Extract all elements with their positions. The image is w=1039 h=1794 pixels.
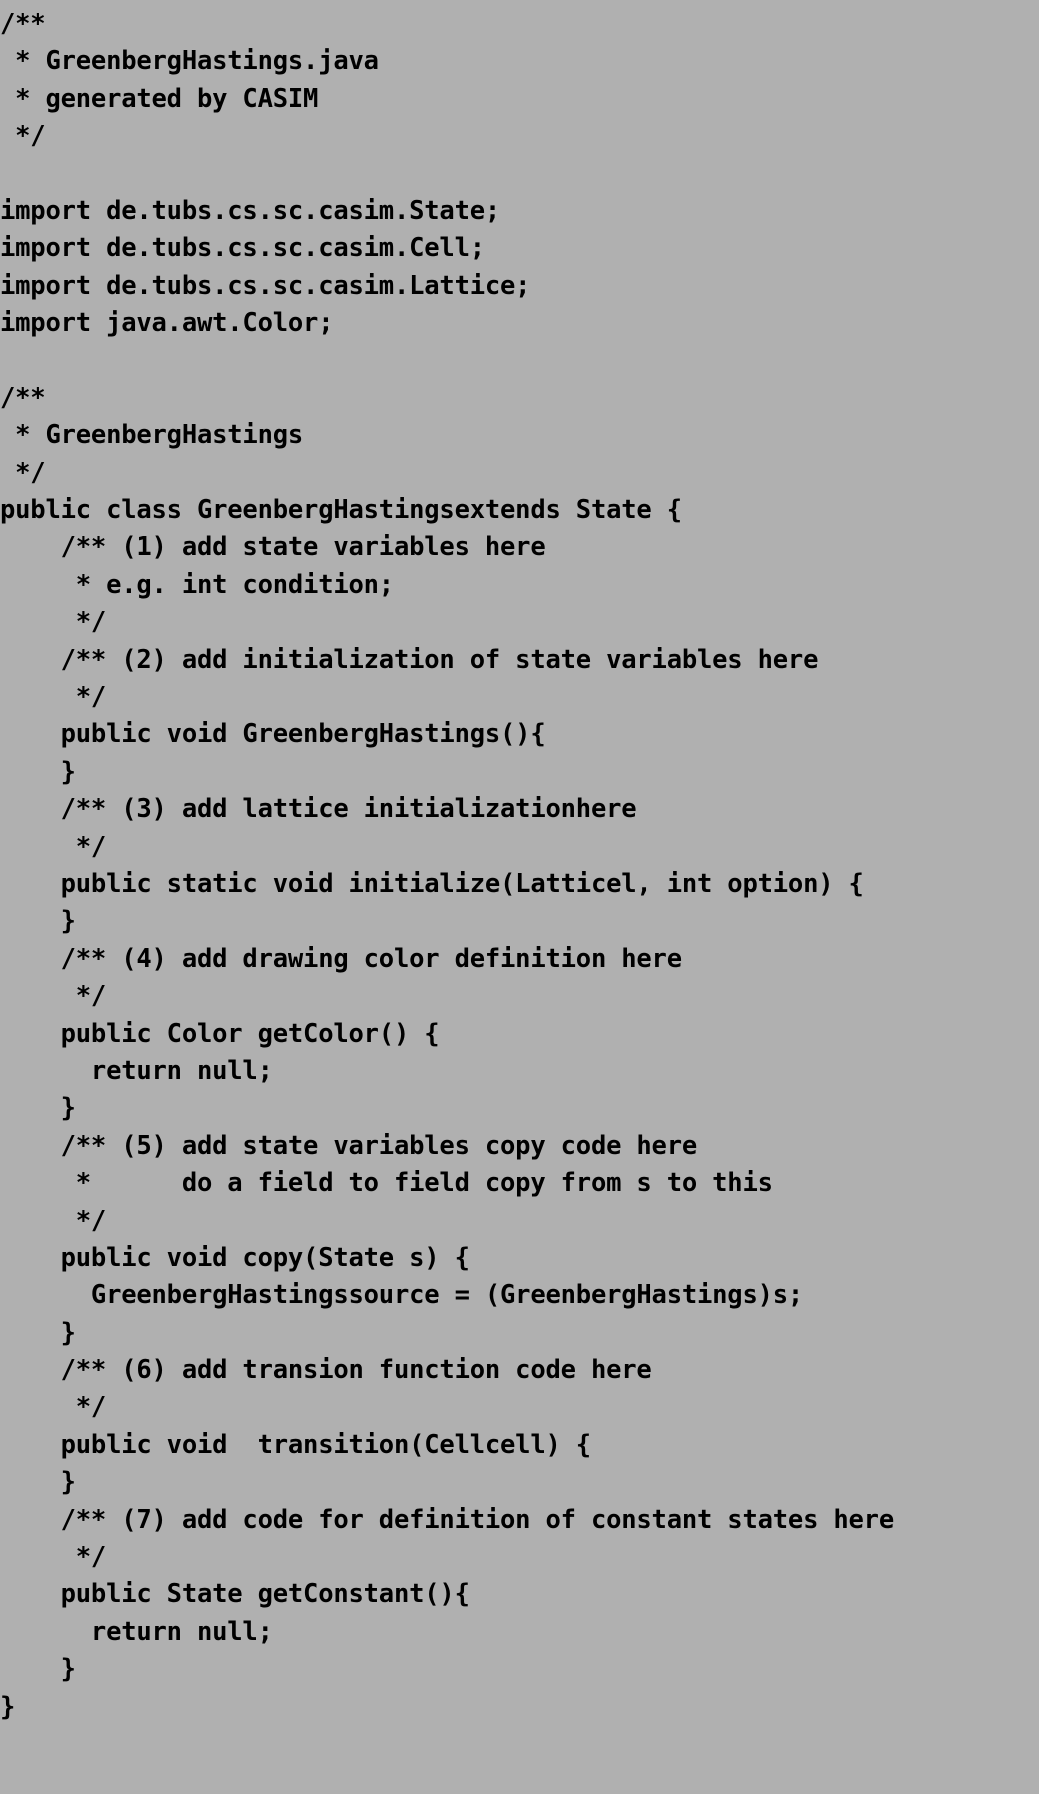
code-line: import de.tubs.cs.sc.casim.State;	[0, 195, 501, 226]
code-line: public Color getColor() {	[0, 1018, 440, 1049]
code-line: public State getConstant(){	[0, 1579, 470, 1610]
code-line	[0, 156, 1039, 193]
code-line: }	[0, 1093, 76, 1124]
code-line: GreenbergHastingssource = (GreenbergHastings)s;	[0, 1280, 804, 1311]
code-line: /** (2) add initialization of state variables here	[0, 644, 819, 675]
code-line: }	[0, 906, 76, 937]
code-line: */	[0, 457, 46, 488]
code-line: public void transition(Cellcell) {	[0, 1429, 591, 1460]
code-line: /** (1) add state variables here	[0, 532, 546, 563]
code-line: }	[0, 1691, 16, 1722]
code-line: /** (3) add lattice initializationhere	[0, 794, 637, 825]
code-line: * GreenbergHastings.java	[0, 46, 379, 77]
code-line: }	[0, 756, 76, 787]
code-line: public class GreenbergHastingsextends State {	[0, 495, 682, 526]
code-line: }	[0, 1317, 76, 1348]
code-line: /**	[0, 382, 46, 413]
code-line: public void GreenbergHastings(){	[0, 719, 546, 750]
code-line: * do a field to field copy from s to this	[0, 1168, 773, 1199]
code-line: */	[0, 831, 107, 862]
code-line: */	[0, 1542, 107, 1573]
code-line: public static void initialize(Latticel, int option) {	[0, 868, 864, 899]
code-line: */	[0, 607, 107, 638]
code-line: /** (4) add drawing color definition here	[0, 943, 682, 974]
code-line: import de.tubs.cs.sc.casim.Cell;	[0, 233, 485, 264]
code-line	[0, 343, 1039, 380]
code-line: import de.tubs.cs.sc.casim.Lattice;	[0, 270, 531, 301]
code-line: return null;	[0, 1055, 273, 1086]
code-line: /** (6) add transion function code here	[0, 1355, 652, 1386]
code-line: }	[0, 1654, 76, 1685]
code-line: * generated by CASIM	[0, 83, 319, 114]
code-line: /**	[0, 9, 46, 39]
code-line: */	[0, 1392, 107, 1423]
code-line: public void copy(State s) {	[0, 1242, 470, 1273]
code-line: /** (7) add code for definition of constant states here	[0, 1504, 894, 1535]
code-line: * e.g. int condition;	[0, 569, 394, 600]
code-line: import java.awt.Color;	[0, 308, 334, 339]
code-line: }	[0, 1467, 76, 1498]
code-line: * GreenbergHastings	[0, 420, 304, 451]
code-line: */	[0, 121, 46, 152]
code-line: /** (5) add state variables copy code here	[0, 1130, 698, 1161]
code-line: */	[0, 682, 107, 713]
code-line: */	[0, 1205, 107, 1236]
code-line: */	[0, 981, 107, 1012]
code-line: return null;	[0, 1616, 273, 1647]
